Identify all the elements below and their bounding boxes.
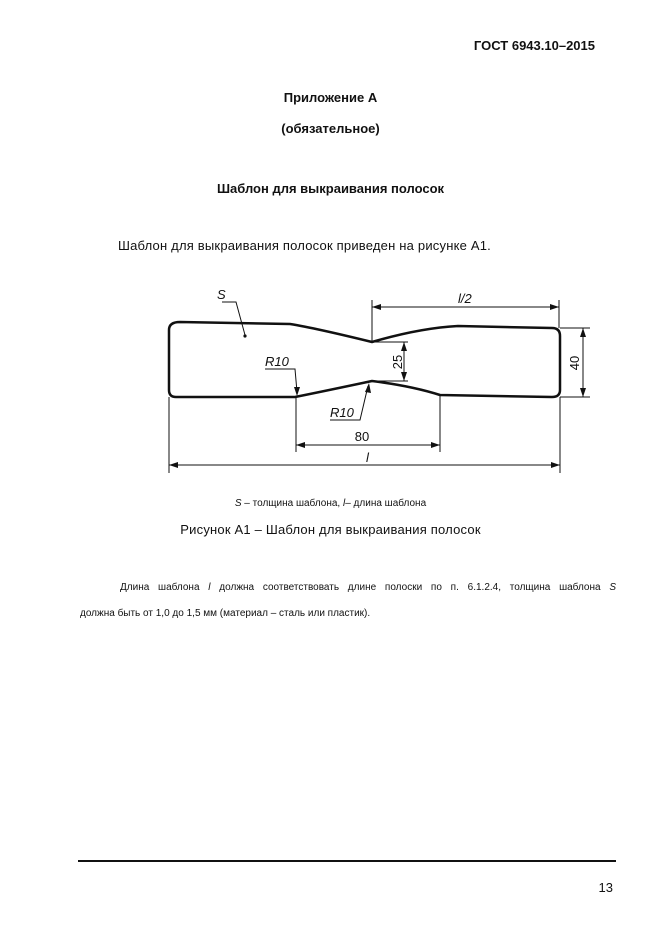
appendix-status: (обязательное): [281, 121, 380, 136]
legend-l-text: – длина шаблона: [345, 498, 427, 509]
label-s: S: [217, 287, 226, 302]
legend-l-symbol: l: [342, 498, 346, 509]
label-r-left: R10: [265, 354, 289, 369]
label-length: l: [366, 450, 369, 465]
leader-r-left: [265, 369, 297, 392]
body-paragraph-line-2: должна быть от 1,0 до 1,5 мм (материал – сталь или пластик).: [80, 608, 371, 619]
standard-code: ГОСТ 6943.10–2015: [473, 38, 595, 53]
label-dim-40: 40: [567, 355, 582, 371]
label-half-length: l/2: [458, 291, 472, 306]
body-paragraph-line-1: Длина шаблона l должна соответствовать длине полоски по п. 6.1.2.4, толщина шаблона S: [120, 582, 617, 593]
label-dim-80: 80: [354, 429, 370, 444]
figure-legend: [0, 498, 661, 509]
section-title: Шаблон для выкраивания полосок: [216, 181, 445, 196]
template-drawing: [150, 280, 600, 480]
label-dim-25: 25: [390, 354, 405, 370]
leader-s: [222, 302, 245, 335]
template-outline: [169, 322, 560, 397]
figure-caption: Рисунок А1 – Шаблон для выкраивания полосок: [180, 522, 481, 537]
legend-s-symbol: S: [234, 498, 242, 509]
legend-s-text: – толщина шаблона,: [241, 498, 343, 509]
appendix-title: Приложение А: [283, 90, 378, 105]
footer-rule: [78, 860, 616, 862]
intro-paragraph: Шаблон для выкраивания полосок приведен на рисунке А1.: [118, 238, 491, 253]
label-r-bottom: R10: [330, 405, 354, 420]
page-number: 13: [598, 880, 613, 895]
